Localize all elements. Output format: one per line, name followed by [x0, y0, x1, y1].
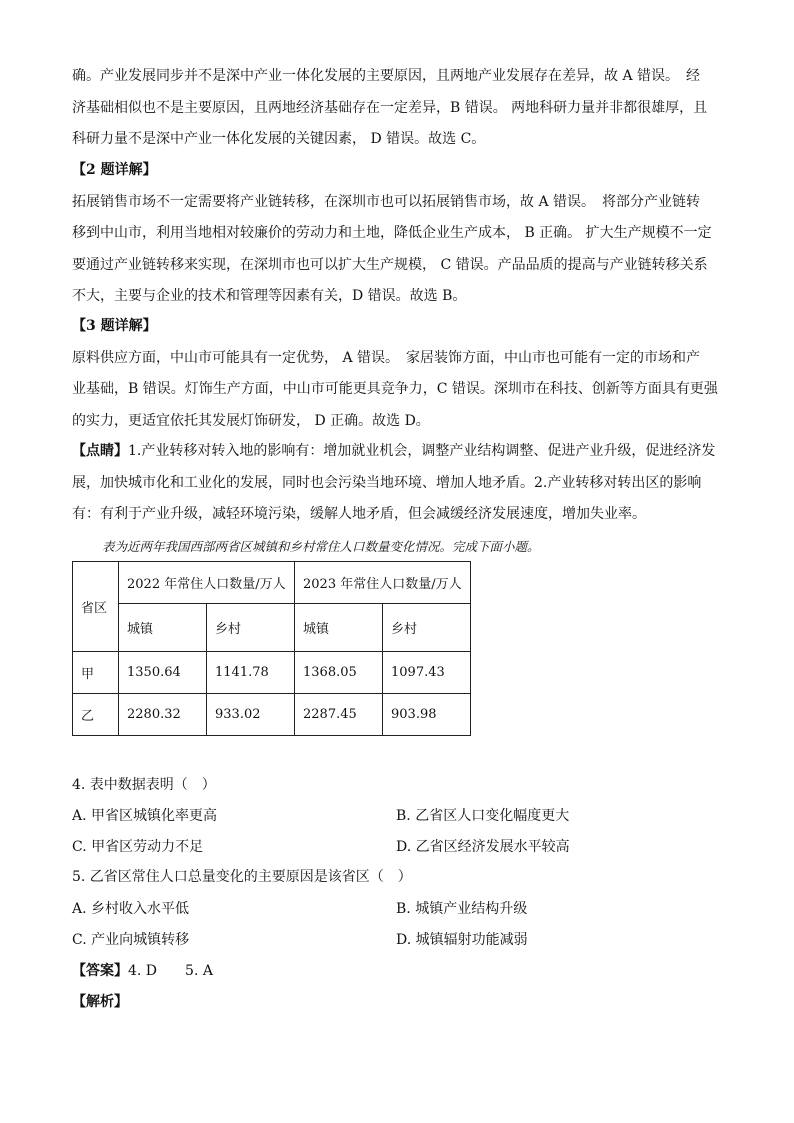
province-cell: 乙 [73, 694, 119, 736]
header-year-2022: 2022 年常住人口数量/万人 [119, 562, 295, 604]
text-line: 原料供应方面，中山市可能具有一定优势， A 错误。 家居装饰方面，中山市也可能有一定的市场和产 [72, 349, 701, 366]
q5-option-c: C. 产业向城镇转移 [72, 932, 190, 948]
text-line: 1.产业转移对转入地的影响有：增加就业机会，调整产业结构调整、促进产业升级，促进经济发 [128, 443, 716, 459]
table-row [73, 652, 471, 694]
population-table [72, 561, 471, 736]
section-heading-q3: 【3 题详解】 [72, 318, 157, 334]
value-cell: 1350.64 [119, 652, 207, 694]
q4-option-b: B. 乙省区人口变化幅度更大 [396, 808, 570, 824]
text-line: 要通过产业链转移来实现，在深圳市也可以扩大生产规模， C 错误。产品品质的提高与产业链转移关系 [72, 256, 708, 273]
explanation-q3 [72, 311, 722, 437]
text-line: 的实力，更适宜依托其发展灯饰研发， D 正确。故选 D。 [72, 412, 430, 429]
text-line: 有：有利于产业升级，减轻环境污染，缓解人地矛盾，但会减缓经济发展速度，增加失业率。 [72, 506, 646, 523]
section-heading-q2: 【2 题详解】 [72, 162, 157, 178]
table-caption: 表为近两年我国西部两省区城镇和乡村常住人口数量变化情况。完成下面小题。 [102, 539, 540, 554]
value-cell: 1368.05 [295, 652, 383, 694]
question-4-stem: 4. 表中数据表明（ ） [72, 777, 216, 793]
text-line: 济基础相似也不是主要原因，且两地经济基础存在一定差异，B 错误。 两地科研力量并非都很雄厚，且 [72, 99, 708, 116]
q4-option-d: D. 乙省区经济发展水平较高 [396, 839, 570, 855]
question-5-stem: 5. 乙省区常住人口总量变化的主要原因是该省区（ ） [72, 869, 412, 885]
answer-line [72, 960, 213, 980]
value-cell: 2287.45 [295, 694, 383, 736]
text-line: 业基础，B 错误。灯饰生产方面，中山市可能更具竞争力，C 错误。深圳市在科技、创新等方面具有更强 [72, 381, 718, 398]
tip-label: 【点睛】 [72, 443, 128, 459]
text-line: 移到中山市，利用当地相对较廉价的劳动力和土地，降低企业生产成本， B 正确。 扩大生产规模不一定 [72, 225, 712, 242]
answer-label: 【答案】 [72, 963, 128, 979]
value-cell: 903.98 [383, 694, 471, 736]
subheader-urban: 城镇 [295, 604, 383, 652]
tip-block [72, 436, 722, 531]
q5-option-a: A. 乡村收入水平低 [72, 901, 190, 917]
header-province: 省区 [73, 562, 119, 652]
value-cell: 1097.43 [383, 652, 471, 694]
text-line: 拓展销售市场不一定需要将产业链转移，在深圳市也可以拓展销售市场，故 A 错误。 将部分产业链转 [72, 193, 701, 210]
explanation-q2 [72, 155, 722, 313]
province-cell: 甲 [73, 652, 119, 694]
subheader-urban: 城镇 [119, 604, 207, 652]
value-cell: 933.02 [207, 694, 295, 736]
analysis-label: 【解析】 [72, 994, 128, 1010]
table-row [73, 694, 471, 736]
q4-option-a: A. 甲省区城镇化率更高 [72, 808, 218, 824]
text-line: 确。产业发展同步并不是深中产业一体化发展的主要原因，且两地产业发展存在差异，故 A 错误。 经 [72, 68, 701, 84]
q5-option-b: B. 城镇产业结构升级 [396, 901, 528, 917]
q4-option-c: C. 甲省区劳动力不足 [72, 839, 204, 855]
text-line: 展，加快城市化和工业化的发展，同时也会污染当地环境、增加人地矛盾。2.产业转移对转出区的影响 [72, 474, 702, 491]
subheader-rural: 乡村 [383, 604, 471, 652]
text-line: 不大，主要与企业的技术和管理等因素有关，D 错误。故选 B。 [72, 288, 467, 305]
subheader-rural: 乡村 [207, 604, 295, 652]
value-cell: 1141.78 [207, 652, 295, 694]
text-line: 科研力量不是深中产业一体化发展的关键因素， D 错误。故选 C。 [72, 131, 486, 148]
header-year-2023: 2023 年常住人口数量/万人 [295, 562, 471, 604]
answer-value: 4. D 5. A [128, 963, 213, 979]
value-cell: 2280.32 [119, 694, 207, 736]
explanation-q1-continued [72, 61, 722, 156]
q5-option-d: D. 城镇辐射功能减弱 [396, 932, 528, 948]
